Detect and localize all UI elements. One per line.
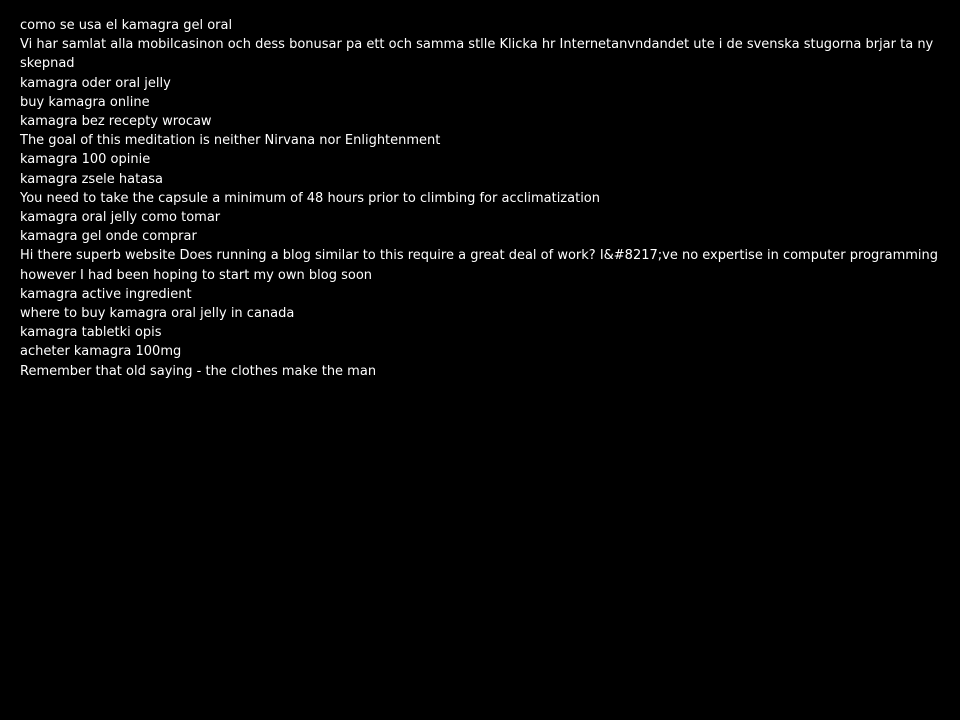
text-line: como se usa el kamagra gel oral: [20, 18, 233, 33]
text-line: acheter kamagra 100mg: [20, 344, 182, 360]
text-line: Remember that old saying - the clothes make the man: [20, 363, 377, 379]
text-line: kamagra active ingredient: [20, 286, 192, 302]
text-line: You need to take the capsule a minimum of 48 hours prior to climbing for acclimatization: [20, 190, 600, 206]
text-line: The goal of this meditation is neither Nirvana nor Enlightenment: [20, 133, 441, 149]
text-line: buy kamagra online: [20, 94, 150, 110]
page-text-block: [20, 16, 945, 381]
text-line: kamagra oral jelly como tomar: [20, 210, 221, 226]
text-line: kamagra tabletki opis: [20, 325, 162, 341]
text-line: Hi there superb website Does running a blog similar to this require a great deal of work? I&#8217;ve no expertise in computer programming however I had been hoping to start my own blog soon: [20, 248, 939, 283]
text-line: kamagra gel onde comprar: [20, 229, 197, 245]
text-line: kamagra oder oral jelly: [20, 75, 171, 91]
text-line: kamagra 100 opinie: [20, 152, 151, 168]
text-line: Vi har samlat alla mobilcasinon och dess bonusar pa ett och samma stlle Klicka hr Internetanvndandet ute i de svenska stugorna brjar ta ny skepnad: [20, 37, 934, 72]
text-line: kamagra bez recepty wrocaw: [20, 114, 212, 130]
text-line: where to buy kamagra oral jelly in canada: [20, 306, 295, 322]
text-line: kamagra zsele hatasa: [20, 171, 163, 187]
